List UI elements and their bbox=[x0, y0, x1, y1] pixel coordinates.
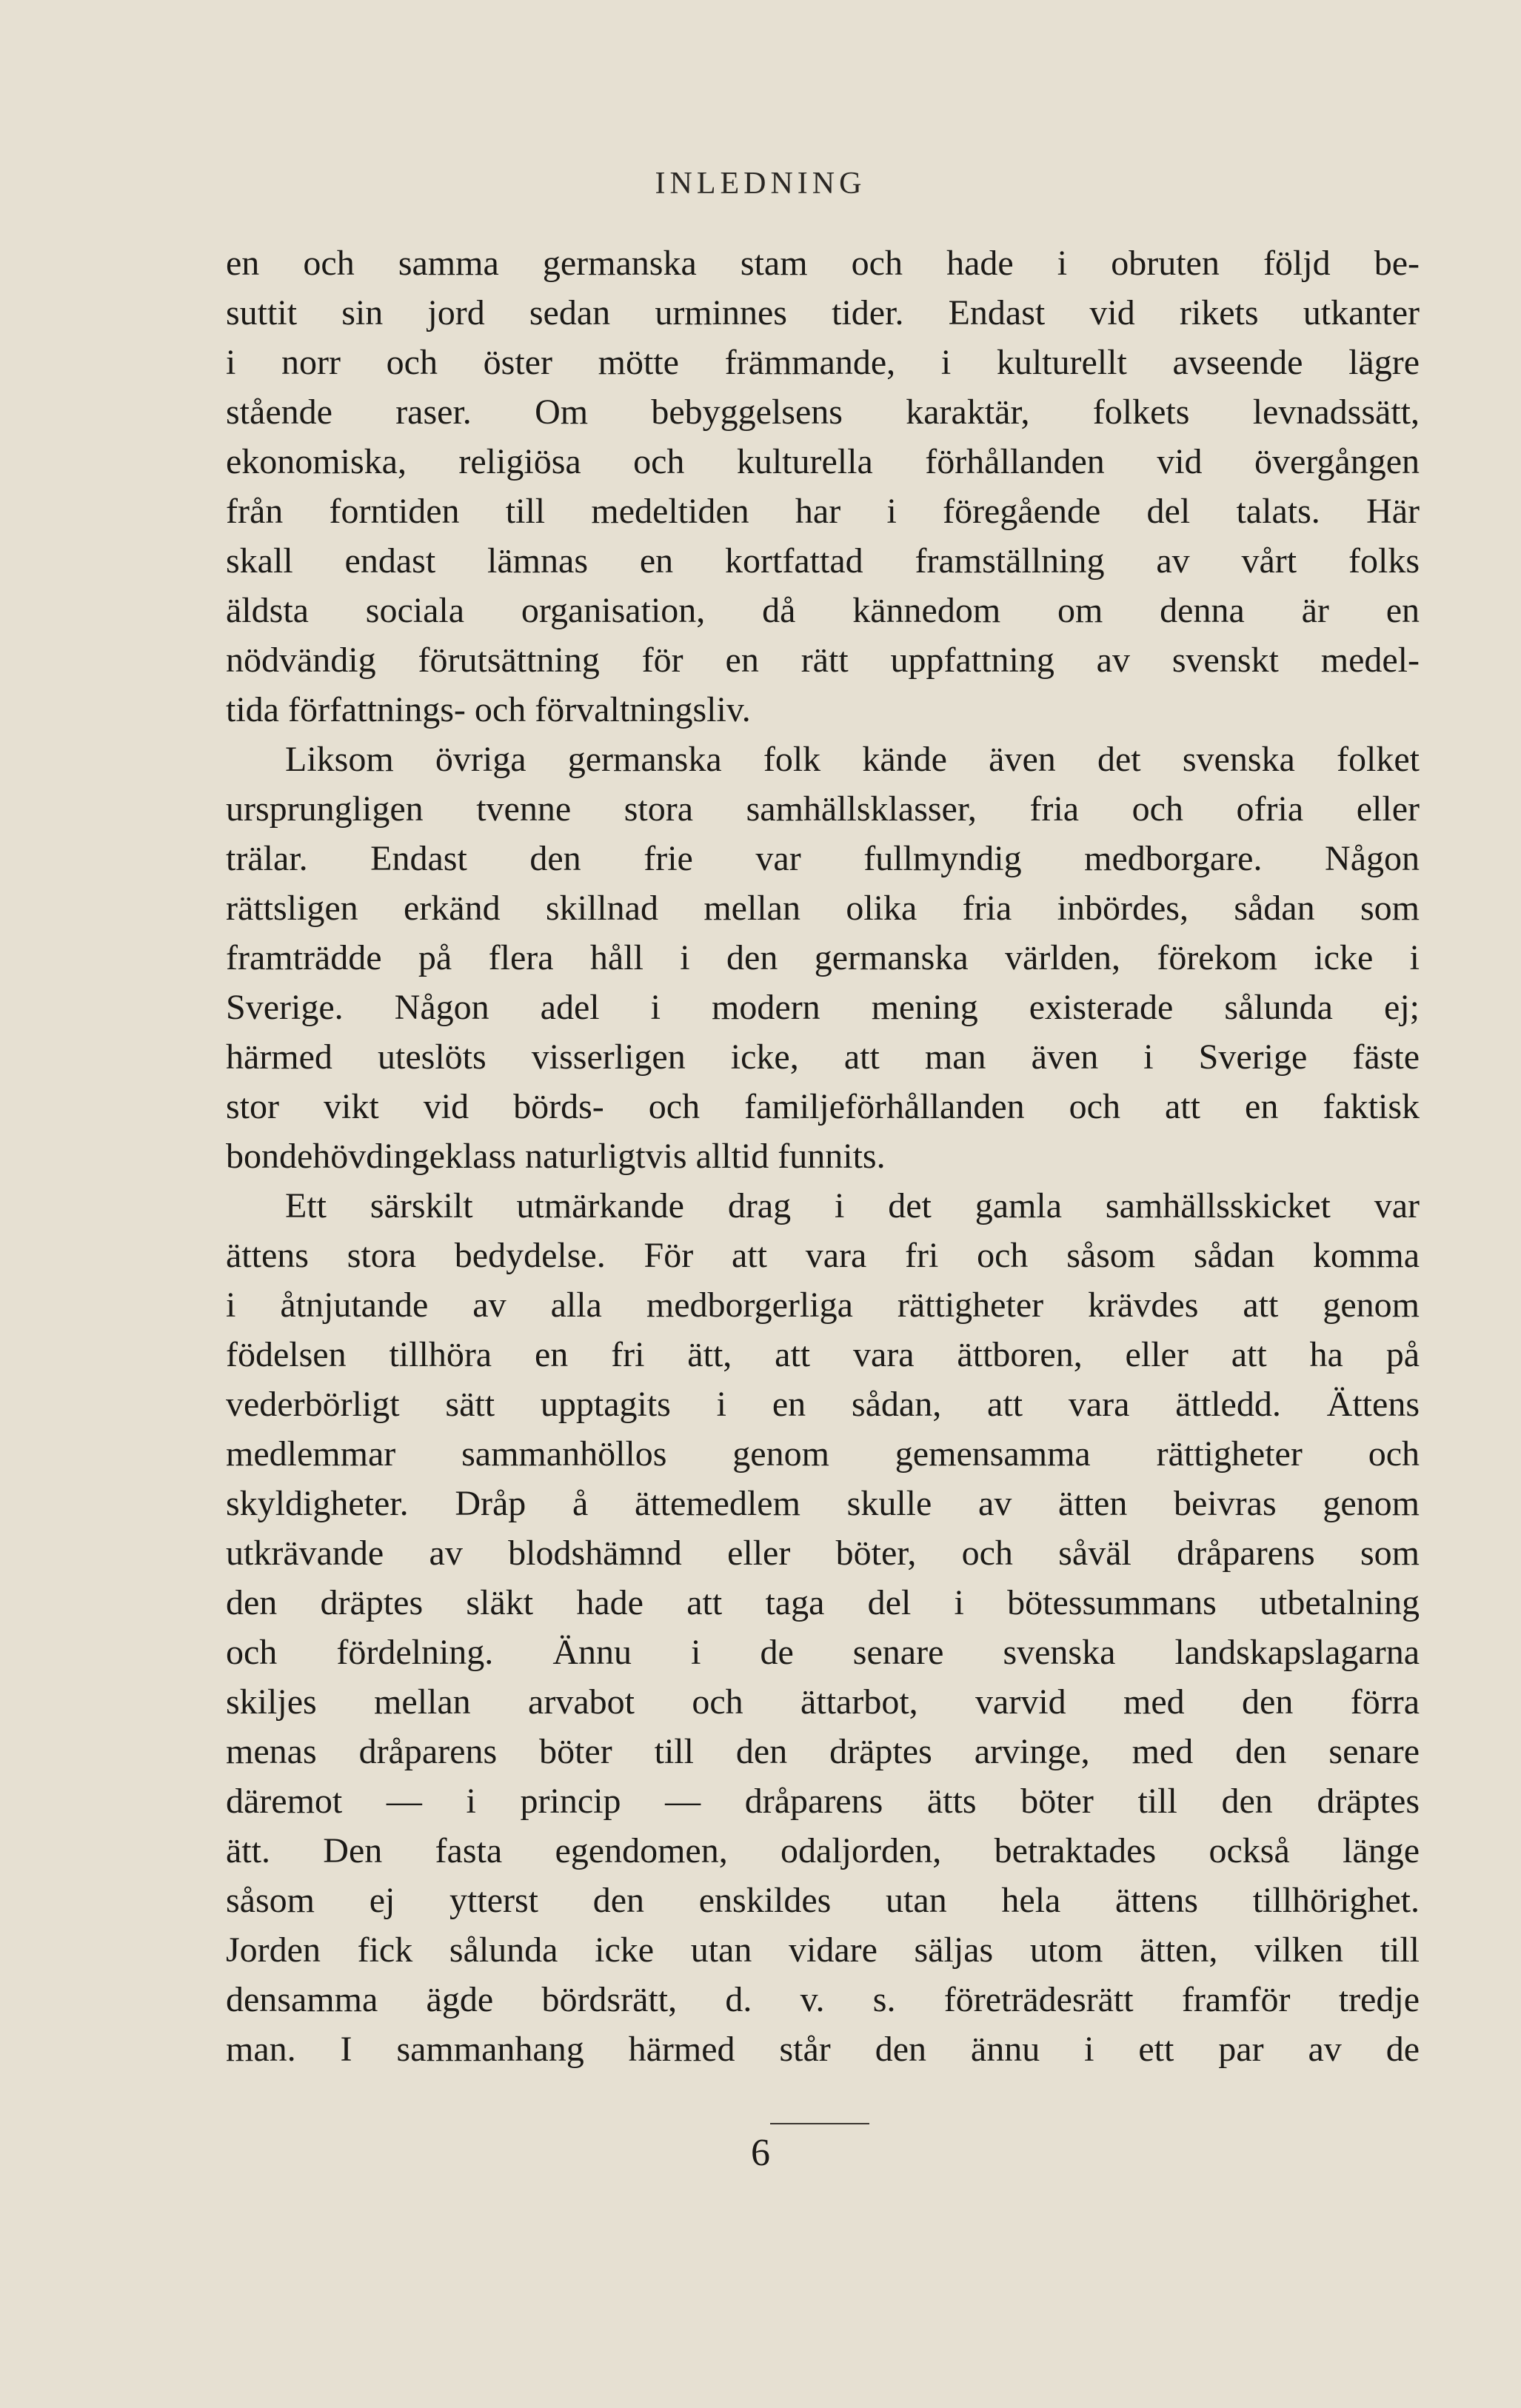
text-line: vederbörligt sätt upptagits i en sådan, att vara ättledd. Ättens bbox=[226, 1385, 1420, 1424]
text-line: ekonomiska, religiösa och kulturella förhållanden vid övergången bbox=[226, 442, 1420, 481]
text-line: man. I sammanhang härmed står den ännu i ett par av de bbox=[226, 2030, 1420, 2069]
text-line: Sverige. Någon adel i modern mening existerade sålunda ej; bbox=[226, 988, 1420, 1027]
text-line: nödvändig förutsättning för en rätt uppfattning av svenskt medel- bbox=[226, 641, 1420, 680]
text-line: äldsta sociala organisation, då kännedom om denna är en bbox=[226, 591, 1420, 630]
text-line: rättsligen erkänd skillnad mellan olika fria inbördes, sådan som bbox=[226, 889, 1420, 928]
text-line: födelsen tillhöra en fri ätt, att vara ättboren, eller att ha på bbox=[226, 1335, 1420, 1374]
text-line: framträdde på flera håll i den germanska världen, förekom icke i bbox=[226, 938, 1420, 977]
text-line: såsom ej ytterst den enskildes utan hela ättens tillhörighet. bbox=[226, 1881, 1420, 1920]
text-line: menas dråparens böter till den dräptes arvinge, med den senare bbox=[226, 1732, 1420, 1771]
text-line: densamma ägde bördsrätt, d. v. s. företrädesrätt framför tredje bbox=[226, 1980, 1420, 2019]
text-line: ättens stora bedydelse. För att vara fri och såsom sådan komma bbox=[226, 1236, 1420, 1275]
text-line: skall endast lämnas en kortfattad framställning av vårt folks bbox=[226, 541, 1420, 581]
body-text bbox=[226, 238, 1420, 2074]
text-line: tida författnings- och förvaltningsliv. bbox=[226, 690, 751, 729]
text-line: utkrävande av blodshämnd eller böter, och såväl dråparens som bbox=[226, 1534, 1420, 1573]
text-line: i norr och öster mötte främmande, i kulturellt avseende lägre bbox=[226, 343, 1420, 382]
text-line: däremot — i princip — dråparens ätts böter till den dräptes bbox=[226, 1782, 1420, 1821]
text-line: från forntiden till medeltiden har i föregående del talats. Här bbox=[226, 492, 1420, 531]
text-line: skyldigheter. Dråp å ättemedlem skulle av ätten beivras genom bbox=[226, 1484, 1420, 1523]
text-line: Jorden fick sålunda icke utan vidare säljas utom ätten, vilken till bbox=[226, 1930, 1420, 1970]
running-header: INLEDNING bbox=[655, 167, 866, 201]
text-line: den dräptes släkt hade att taga del i bötessummans utbetalning bbox=[226, 1583, 1420, 1622]
text-line: stor vikt vid börds- och familjeförhållanden och att en faktisk bbox=[226, 1087, 1420, 1126]
text-line: bondehövdingeklass naturligtvis alltid funnits. bbox=[226, 1137, 886, 1176]
text-line: trälar. Endast den frie var fullmyndig medborgare. Någon bbox=[226, 839, 1420, 878]
text-line: i åtnjutande av alla medborgerliga rättigheter krävdes att genom bbox=[226, 1285, 1420, 1325]
text-line: härmed uteslöts visserligen icke, att man även i Sverige fäste bbox=[226, 1037, 1420, 1077]
text-line: en och samma germanska stam och hade i obruten följd be- bbox=[226, 244, 1420, 283]
text-line: medlemmar sammanhöllos genom gemensamma rättigheter och bbox=[226, 1434, 1420, 1474]
text-line: suttit sin jord sedan urminnes tider. Endast vid rikets utkanter bbox=[226, 293, 1420, 332]
text-line: stående raser. Om bebyggelsens karaktär, folkets levnadssätt, bbox=[226, 392, 1420, 432]
footer-rule bbox=[770, 2123, 869, 2124]
text-line: skiljes mellan arvabot och ättarbot, varvid med den förra bbox=[226, 1682, 1420, 1722]
page-number: 6 bbox=[751, 2132, 770, 2174]
text-line: och fördelning. Ännu i de senare svenska landskapslagarna bbox=[226, 1633, 1420, 1672]
text-line: Ett särskilt utmärkande drag i det gamla samhällsskicket var bbox=[285, 1186, 1420, 1225]
text-line: ätt. Den fasta egendomen, odaljorden, betraktades också länge bbox=[226, 1831, 1420, 1870]
text-line: Liksom övriga germanska folk kände även det svenska folket bbox=[285, 740, 1420, 779]
text-line: ursprungligen tvenne stora samhällsklasser, fria och ofria eller bbox=[226, 789, 1420, 829]
